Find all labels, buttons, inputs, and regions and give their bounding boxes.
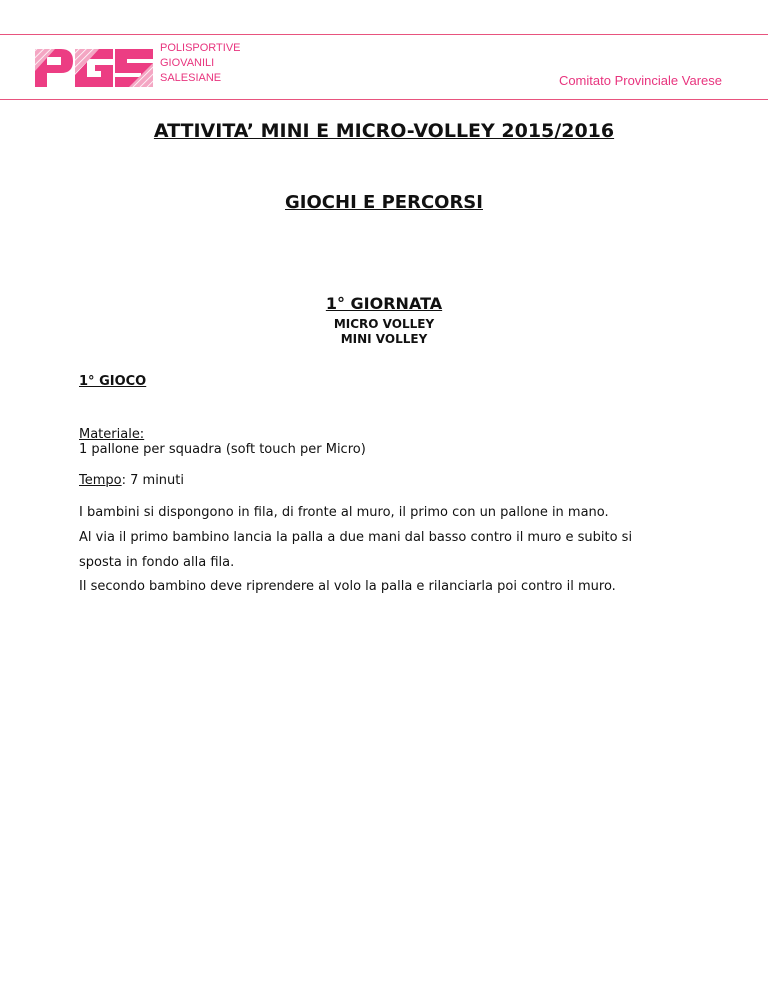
committee-name: Comitato Provinciale Varese (558, 73, 722, 88)
page-header (0, 34, 768, 100)
materiale-value: 1 pallone per squadra (soft touch per Micro) (79, 442, 366, 457)
document-title: ATTIVITA’ MINI E MICRO-VOLLEY 2015/2016 (153, 120, 615, 142)
category-micro-volley: MICRO VOLLEY (333, 317, 435, 331)
pgs-logo (33, 45, 155, 89)
category-mini-volley: MINI VOLLEY (340, 332, 428, 346)
document-subtitle: GIOCHI E PERCORSI (285, 192, 483, 213)
game-description-line-3: sposta in fondo alla fila. (79, 555, 235, 570)
game-description-line-1: I bambini si dispongono in fila, di fronte al muro, il primo con un pallone in mano. (79, 505, 609, 520)
tempo-label: Tempo (79, 473, 122, 488)
game-heading: 1° GIOCO (79, 374, 147, 389)
day-heading: 1° GIORNATA (325, 294, 443, 313)
organization-name (160, 41, 241, 86)
org-line-2: GIOVANILI (160, 57, 215, 69)
game-description-line-2: Al via il primo bambino lancia la palla a due mani dal basso contro il muro e subito si (79, 530, 633, 545)
game-description-line-4: Il secondo bambino deve riprendere al volo la palla e rilanciarla poi contro il muro. (79, 579, 616, 594)
tempo-line (79, 473, 184, 489)
org-line-3: SALESIANE (160, 72, 222, 84)
org-line-1: POLISPORTIVE (160, 42, 241, 54)
tempo-value: : 7 minuti (121, 473, 184, 488)
materiale-label: Materiale: (79, 427, 145, 442)
